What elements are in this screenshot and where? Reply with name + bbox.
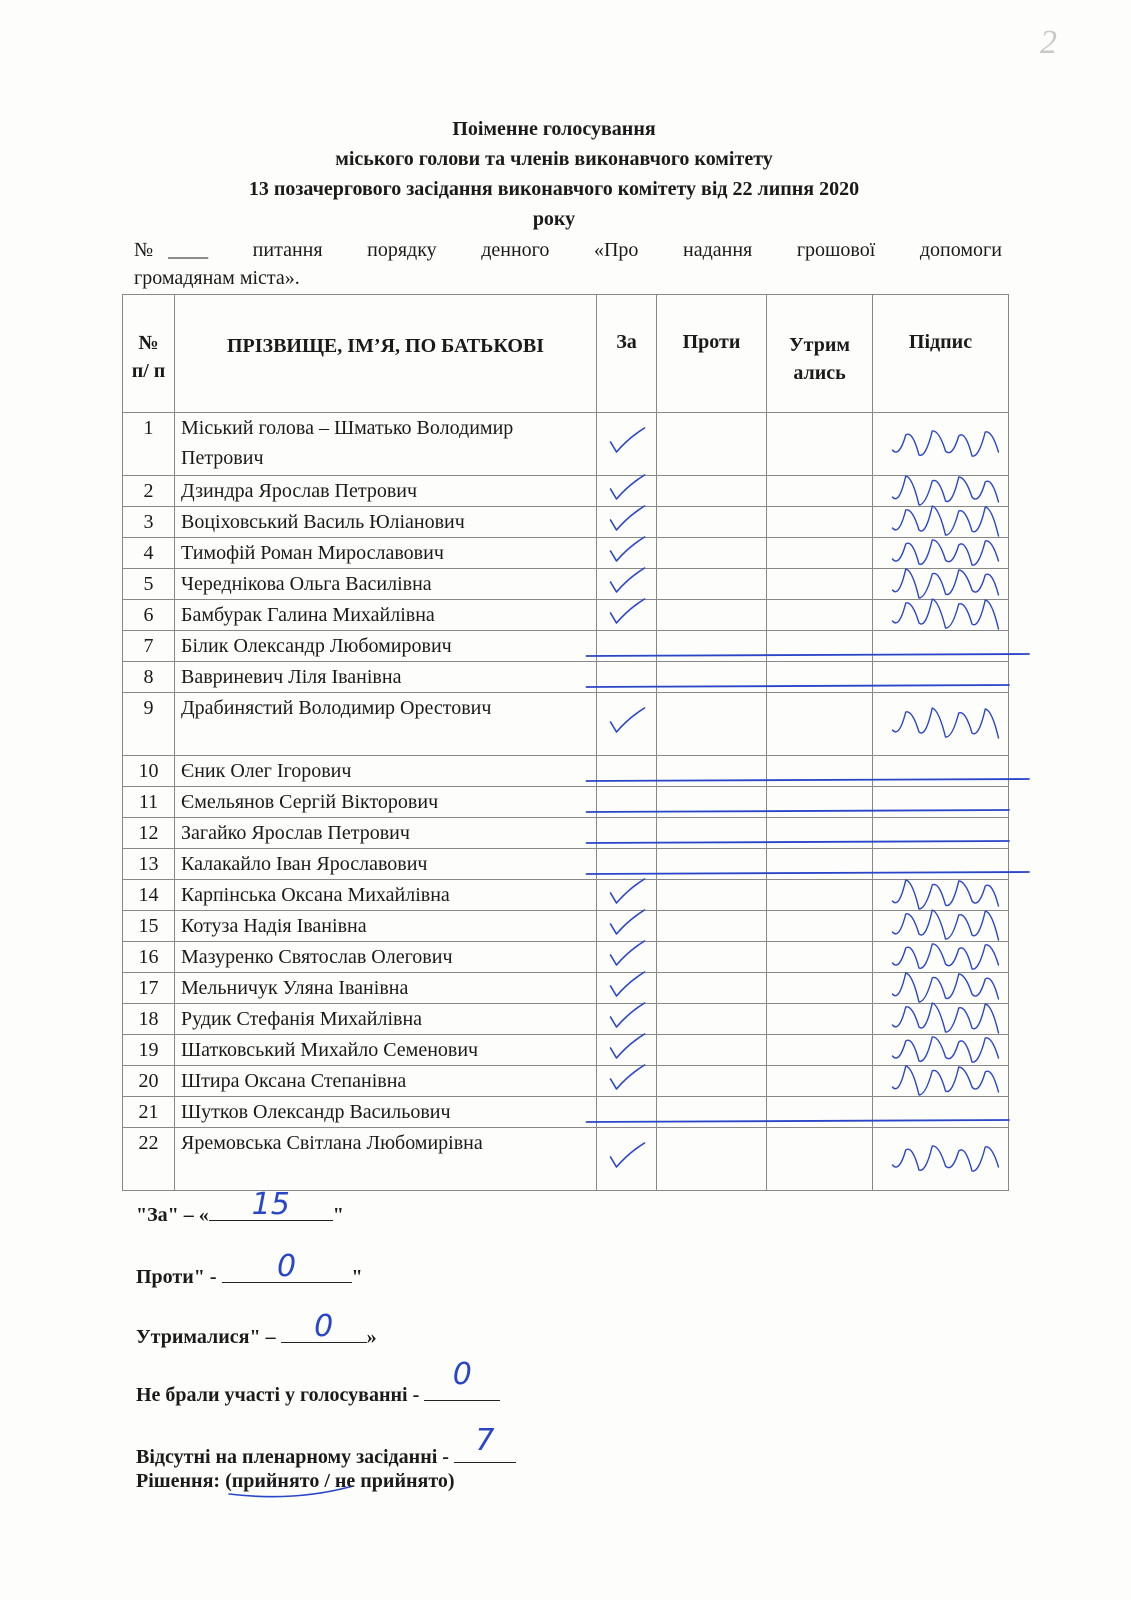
summary-absent: Відсутні на пленарному засіданні - 7 (136, 1440, 516, 1469)
cell-name: Рудик Стефанія Михайлівна (175, 1004, 597, 1035)
cell-name: Калакайло Іван Ярославович (175, 849, 597, 880)
cell-name: Загайко Ярослав Петрович (175, 818, 597, 849)
table-row (123, 818, 1009, 849)
agenda-line-2: громадянам міста». (134, 267, 300, 289)
table-row (123, 880, 1009, 911)
cell-name: Шутков Олександр Васильович (175, 1097, 597, 1128)
cell-for (597, 1066, 657, 1097)
cell-for (597, 787, 657, 818)
table-row (123, 600, 1009, 631)
cell-name: Драбинястий Володимир Орестович (175, 693, 597, 756)
cell-name: Воціховський Василь Юліанович (175, 507, 597, 538)
cell-against (657, 538, 767, 569)
agenda-prefix: № ____ (134, 239, 209, 261)
cell-signature (873, 662, 1009, 693)
table-row (123, 973, 1009, 1004)
cell-num: 12 (123, 818, 175, 849)
cell-for (597, 476, 657, 507)
cell-for (597, 507, 657, 538)
header-for: За (597, 295, 657, 413)
cell-signature (873, 756, 1009, 787)
cell-name: Штира Оксана Степанівна (175, 1066, 597, 1097)
cell-num: 2 (123, 476, 175, 507)
cell-for (597, 693, 657, 756)
title-line-3: 13 позачергового засідання виконавчого комітету від 22 липня 2020 (248, 178, 860, 200)
table-row (123, 911, 1009, 942)
cell-against (657, 849, 767, 880)
cell-signature (873, 507, 1009, 538)
not-voting-count: 0 (452, 1357, 472, 1392)
table-row (123, 942, 1009, 973)
cell-against (657, 693, 767, 756)
cell-abstained (767, 880, 873, 911)
table-row (123, 1035, 1009, 1066)
cell-signature (873, 1066, 1009, 1097)
cell-num: 9 (123, 693, 175, 756)
cell-abstained (767, 787, 873, 818)
cell-abstained (767, 1035, 873, 1066)
table-row (123, 1066, 1009, 1097)
cell-abstained (767, 476, 873, 507)
cell-name: Шатковський Михайло Семенович (175, 1035, 597, 1066)
cell-for (597, 600, 657, 631)
cell-abstained (767, 693, 873, 756)
cell-abstained (767, 507, 873, 538)
roll-call-table (122, 294, 1009, 1191)
cell-against (657, 942, 767, 973)
table-row (123, 1097, 1009, 1128)
cell-num: 16 (123, 942, 175, 973)
cell-name: Карпінська Оксана Михайлівна (175, 880, 597, 911)
cell-for (597, 1035, 657, 1066)
summary-abstained: Утрималися" – 0 » (136, 1309, 377, 1348)
table-row (123, 787, 1009, 818)
cell-abstained (767, 818, 873, 849)
cell-for (597, 662, 657, 693)
agenda-word: «Про (593, 239, 639, 261)
cell-for (597, 756, 657, 787)
cell-num: 13 (123, 849, 175, 880)
cell-num: 17 (123, 973, 175, 1004)
cell-num: 6 (123, 600, 175, 631)
cell-num: 5 (123, 569, 175, 600)
cell-signature (873, 1004, 1009, 1035)
cell-for (597, 631, 657, 662)
table-header-row (123, 295, 1009, 413)
cell-name: Міський голова – Шматько Володимир Петрович (175, 413, 597, 476)
cell-signature (873, 1097, 1009, 1128)
table-row (123, 413, 1009, 476)
header-signature: Підпис (873, 295, 1009, 413)
cell-name: Ємельянов Сергій Вікторович (175, 787, 597, 818)
agenda-word: надання (683, 239, 753, 261)
cell-against (657, 476, 767, 507)
cell-abstained (767, 538, 873, 569)
header-abstained: Утрим ались (767, 295, 873, 413)
summary-for: "За" – « 15 " (136, 1187, 344, 1226)
cell-abstained (767, 1097, 873, 1128)
header-name: ПРІЗВИЩЕ, ІМ’Я, ПО БАТЬКОВІ (175, 295, 597, 413)
cell-name: Дзиндра Ярослав Петрович (175, 476, 597, 507)
cell-name: Вавриневич Ліля Іванівна (175, 662, 597, 693)
cell-signature (873, 787, 1009, 818)
cell-num: 11 (123, 787, 175, 818)
cell-signature (873, 942, 1009, 973)
cell-against (657, 1004, 767, 1035)
absent-count: 7 (475, 1423, 495, 1458)
table-row (123, 693, 1009, 756)
cell-against (657, 911, 767, 942)
title-line-2: міського голови та членів виконавчого комітету (335, 148, 773, 170)
cell-name: Єник Олег Ігорович (175, 756, 597, 787)
cell-for (597, 1128, 657, 1191)
cell-against (657, 1035, 767, 1066)
cell-num: 1 (123, 413, 175, 476)
title-line-4: року (532, 208, 576, 230)
cell-abstained (767, 1066, 873, 1097)
cell-abstained (767, 756, 873, 787)
cell-num: 14 (123, 880, 175, 911)
cell-for (597, 818, 657, 849)
against-count: 0 (276, 1249, 297, 1284)
cell-for (597, 973, 657, 1004)
header-against: Проти (657, 295, 767, 413)
cell-against (657, 1066, 767, 1097)
cell-abstained (767, 1004, 873, 1035)
cell-signature (873, 476, 1009, 507)
cell-signature (873, 413, 1009, 476)
cell-num: 18 (123, 1004, 175, 1035)
cell-against (657, 600, 767, 631)
cell-abstained (767, 942, 873, 973)
cell-signature (873, 849, 1009, 880)
header-num: № п/ п (123, 295, 175, 413)
table-row (123, 476, 1009, 507)
cell-for (597, 942, 657, 973)
cell-for (597, 538, 657, 569)
page-number: 2 (1040, 24, 1057, 61)
cell-for (597, 911, 657, 942)
cell-name: Мазуренко Святослав Олегович (175, 942, 597, 973)
cell-against (657, 756, 767, 787)
cell-name: Бамбурак Галина Михайлівна (175, 600, 597, 631)
cell-against (657, 973, 767, 1004)
cell-signature (873, 569, 1009, 600)
cell-abstained (767, 662, 873, 693)
for-count: 15 (251, 1187, 290, 1222)
cell-abstained (767, 569, 873, 600)
cell-for (597, 1097, 657, 1128)
table-row (123, 538, 1009, 569)
cell-signature (873, 973, 1009, 1004)
cell-abstained (767, 631, 873, 662)
cell-num: 3 (123, 507, 175, 538)
cell-num: 7 (123, 631, 175, 662)
cell-against (657, 1097, 767, 1128)
cell-abstained (767, 911, 873, 942)
cell-against (657, 880, 767, 911)
abstained-count: 0 (314, 1309, 334, 1344)
cell-signature (873, 693, 1009, 756)
agenda-word: питання (252, 239, 323, 261)
cell-name: Яремовська Світлана Любомирівна (175, 1128, 597, 1191)
cell-for (597, 569, 657, 600)
table-row (123, 849, 1009, 880)
cell-against (657, 818, 767, 849)
cell-signature (873, 600, 1009, 631)
cell-for (597, 880, 657, 911)
cell-abstained (767, 849, 873, 880)
cell-signature (873, 880, 1009, 911)
agenda-word: порядку (367, 239, 437, 261)
table-row (123, 507, 1009, 538)
table-row (123, 1128, 1009, 1191)
cell-abstained (767, 1128, 873, 1191)
table-row (123, 569, 1009, 600)
cell-for (597, 413, 657, 476)
cell-signature (873, 1035, 1009, 1066)
title-line-1: Поіменне голосування (452, 118, 656, 140)
cell-for (597, 1004, 657, 1035)
table-row (123, 756, 1009, 787)
cell-abstained (767, 600, 873, 631)
cell-against (657, 507, 767, 538)
cell-against (657, 1128, 767, 1191)
decision-options: (прийнято / не прийнято) (225, 1470, 455, 1492)
cell-against (657, 631, 767, 662)
table-row (123, 662, 1009, 693)
table-row (123, 631, 1009, 662)
summary-against: Проти" - 0 " (136, 1249, 363, 1288)
cell-num: 22 (123, 1128, 175, 1191)
cell-name: Мельничук Уляна Іванівна (175, 973, 597, 1004)
summary-decision: Рішення: (прийнято / не прийнято) (136, 1470, 455, 1492)
cell-abstained (767, 413, 873, 476)
cell-name: Котуза Надія Іванівна (175, 911, 597, 942)
cell-num: 19 (123, 1035, 175, 1066)
cell-against (657, 787, 767, 818)
cell-signature (873, 631, 1009, 662)
cell-against (657, 662, 767, 693)
agenda-word: допомоги (919, 239, 1002, 261)
agenda-item (134, 236, 1002, 292)
cell-num: 10 (123, 756, 175, 787)
cell-signature (873, 1128, 1009, 1191)
cell-name: Тимофій Роман Мирославович (175, 538, 597, 569)
cell-num: 20 (123, 1066, 175, 1097)
cell-against (657, 413, 767, 476)
cell-against (657, 569, 767, 600)
table-row (123, 1004, 1009, 1035)
cell-signature (873, 911, 1009, 942)
cell-num: 15 (123, 911, 175, 942)
cell-num: 21 (123, 1097, 175, 1128)
cell-name: Білик Олександр Любомирович (175, 631, 597, 662)
cell-signature (873, 818, 1009, 849)
agenda-word: грошової (796, 239, 876, 261)
cell-num: 8 (123, 662, 175, 693)
summary-not-voting: Не брали участі у голосуванні - 0 (136, 1378, 500, 1407)
agenda-word: денного (481, 239, 550, 261)
cell-num: 4 (123, 538, 175, 569)
cell-abstained (767, 973, 873, 1004)
cell-signature (873, 538, 1009, 569)
cell-for (597, 849, 657, 880)
cell-name: Череднікова Ольга Василівна (175, 569, 597, 600)
